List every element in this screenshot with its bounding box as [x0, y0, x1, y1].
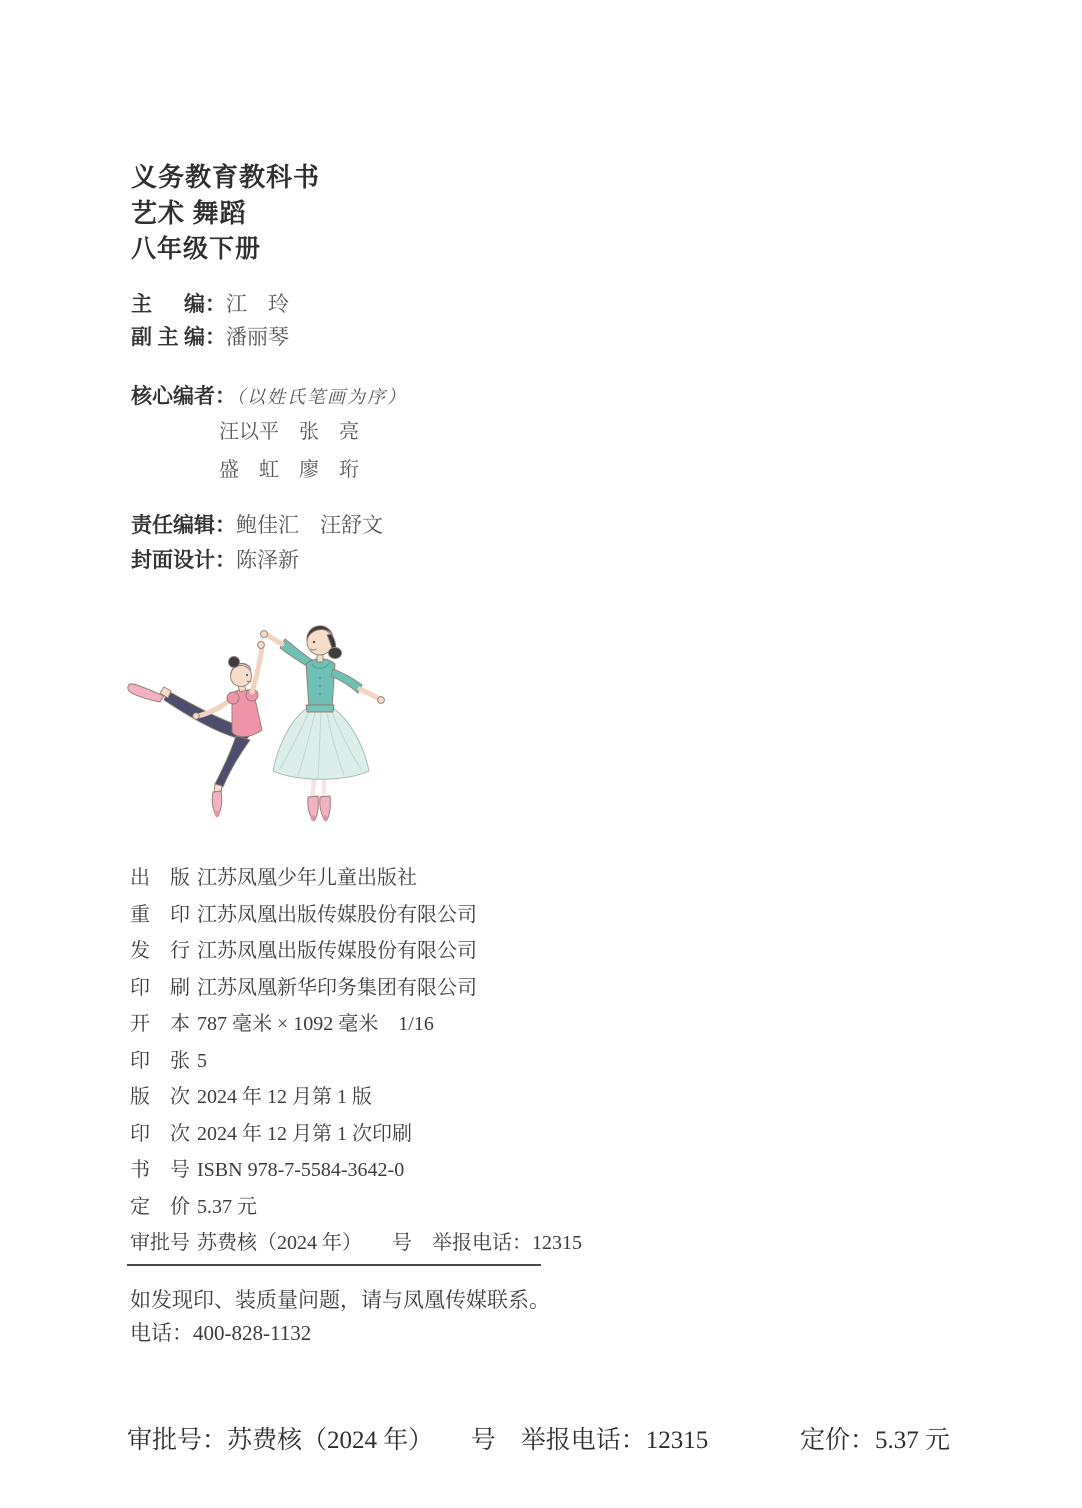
publishing-info-value: 2024 年 12 月第 1 版 [197, 1086, 372, 1108]
series-title: 义务教育教科书 [131, 163, 321, 192]
ballet-dancers-illustration [118, 608, 408, 838]
publishing-info-label: 重印 [130, 903, 190, 926]
publishing-info-value: 江苏凤凰出版传媒股份有限公司 [197, 903, 477, 926]
publishing-info-label: 开本 [130, 1013, 190, 1035]
cover-design-row [131, 543, 383, 578]
publishing-info-row [130, 860, 582, 897]
cover-design-label: 封面设计： [131, 549, 236, 572]
quality-notice-phone: 电话：400-828-1132 [130, 1321, 312, 1345]
publishing-info-row [130, 1225, 582, 1262]
publishing-info-label: 印张 [130, 1049, 190, 1072]
core-editors-label: 核心编者： [131, 385, 236, 408]
core-editors-note: （以姓氏笔画为序） [236, 387, 407, 407]
publishing-info-value: 江苏凤凰新华印务集团有限公司 [197, 976, 477, 999]
publishing-info-row [130, 1189, 582, 1226]
publishing-info-value: 江苏凤凰少年儿童出版社 [197, 867, 417, 889]
publishing-info-value: ISBN 978-7-5584-3642-0 [197, 1159, 405, 1181]
deputy-editor-row: 副主编：潘丽琴 [131, 321, 289, 354]
publishing-info-row [130, 1006, 582, 1043]
deputy-editor-label: 副主编 [131, 326, 205, 349]
core-editors-names-2: 盛 虹 廖 珩 [219, 459, 359, 481]
publishing-info-row [130, 1043, 582, 1080]
publishing-info-label: 版次 [130, 1086, 190, 1108]
core-editors-names-1: 汪以平 张 亮 [219, 421, 359, 443]
core-editors-row [131, 380, 407, 410]
chief-editor-row: 主编：江 玲 [131, 288, 289, 321]
cover-design-name: 陈泽新 [236, 548, 299, 572]
staff-block [131, 508, 383, 578]
quality-notice-block [130, 1284, 550, 1350]
footer-price: 定价：5.37 元 [800, 1427, 951, 1454]
publishing-info-row [130, 970, 582, 1007]
publishing-info-value: 江苏凤凰出版传媒股份有限公司 [197, 940, 477, 962]
publishing-info-label: 印次 [130, 1122, 190, 1145]
divider-line [127, 1264, 541, 1266]
publishing-info-value: 5.37 元 [197, 1195, 257, 1218]
publishing-info-label: 出版 [130, 867, 190, 889]
subject-title: 艺术 舞蹈 [131, 199, 247, 228]
deputy-editor-name: 潘丽琴 [226, 325, 289, 349]
publishing-info-row [130, 1079, 582, 1116]
publishing-info-label: 发行 [130, 940, 190, 962]
duty-editor-row [131, 508, 383, 543]
publishing-info-label: 印刷 [130, 976, 190, 999]
publishing-info-list [130, 860, 582, 1262]
publishing-info-value: 2024 年 12 月第 1 次印刷 [197, 1122, 412, 1145]
quality-notice-text: 如发现印、装质量问题，请与凤凰传媒联系。 [130, 1288, 550, 1312]
core-editors-block [131, 380, 407, 486]
duty-editor-label: 责任编辑： [131, 514, 236, 537]
chief-editors-block [131, 288, 289, 354]
publishing-info-row [130, 1116, 582, 1153]
publishing-info-label: 书号 [130, 1159, 190, 1181]
publishing-info-row [130, 897, 582, 934]
chief-editor-label: 主编 [131, 293, 205, 316]
publishing-info-value: 787 毫米 × 1092 毫米 1/16 [197, 1013, 434, 1035]
book-title-block [131, 160, 320, 268]
publishing-info-row [130, 1152, 582, 1189]
duty-editor-names: 鲍佳汇 汪舒文 [236, 513, 383, 537]
footer-approval-text: 审批号：苏费核（2024 年） 号 举报电话：12315 [127, 1427, 709, 1454]
chief-editor-name: 江 玲 [226, 292, 289, 316]
publishing-info-label: 定价 [130, 1195, 190, 1218]
publishing-info-value: 苏费核（2024 年） 号 举报电话：12315 [197, 1232, 582, 1254]
publishing-info-label: 审批号 [130, 1232, 190, 1254]
publishing-info-value: 5 [197, 1049, 207, 1072]
grade-title: 八年级下册 [131, 236, 262, 263]
publishing-info-row [130, 933, 582, 970]
